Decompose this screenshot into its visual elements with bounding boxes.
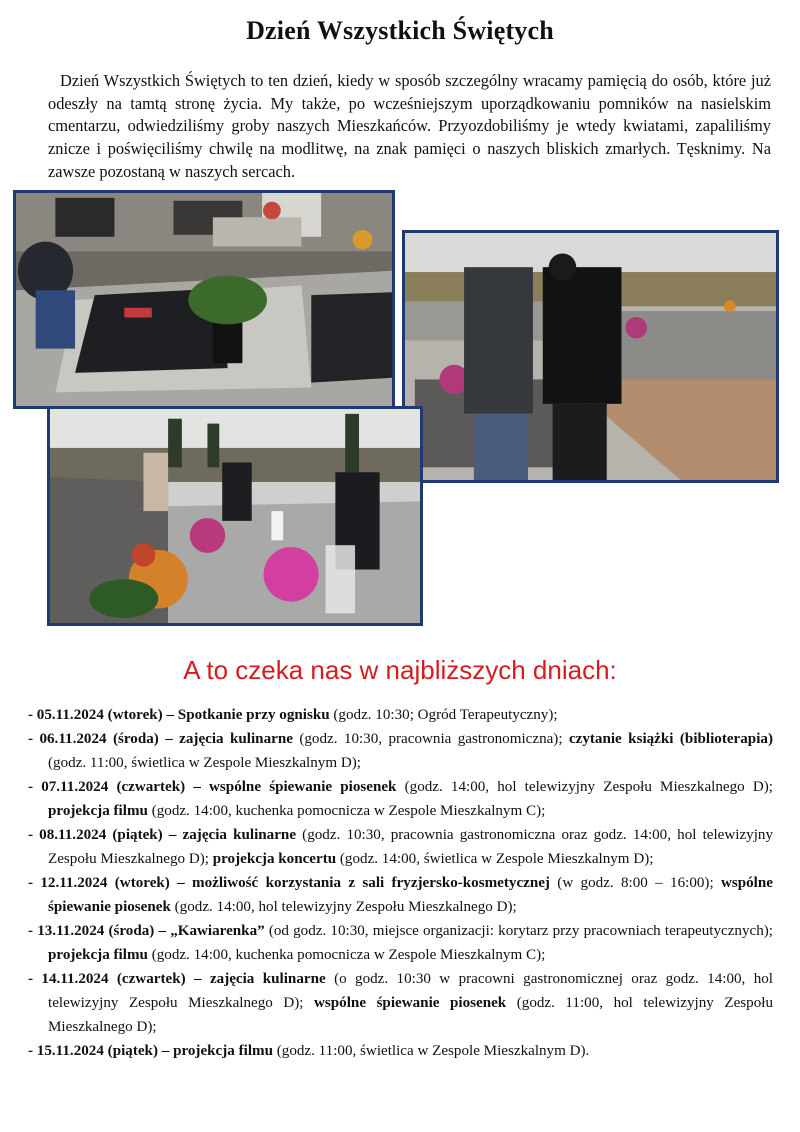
event-bold-text: - 06.11.2024 (środa) – zajęcia kulinarne [28, 731, 293, 747]
event-item [28, 775, 773, 823]
event-bold-text: - 05.11.2024 (wtorek) – Spotkanie przy ognisku [28, 707, 330, 723]
event-bold-text: - 15.11.2024 (piątek) – projekcja filmu [28, 1043, 273, 1059]
event-bold-text: projekcja filmu [48, 947, 148, 963]
event-item [28, 919, 773, 967]
event-detail-text: (godz. 10:30, pracownia gastronomiczna oraz godz. 14:00, hol telewizyjny Zespołu Mieszkalnego D); [48, 827, 773, 867]
event-bold-text: - 14.11.2024 (czwartek) – zajęcia kulinarne [28, 971, 326, 987]
event-detail-text: (godz. 11:00, świetlica w Zespole Mieszkalnym D). [272, 1043, 590, 1059]
event-detail-text: (godz. 14:00, świetlica w Zespole Mieszkalnym D); [336, 851, 654, 867]
events-list [28, 703, 773, 1063]
event-item [28, 967, 773, 1039]
event-bold-text: - 08.11.2024 (piątek) – zajęcia kulinarne [28, 827, 297, 843]
photo-lighting-candles [47, 406, 423, 626]
event-detail-text: (godz. 10:30; Ogród Terapeutyczny); [329, 707, 558, 723]
event-bold-text: czytanie książki (biblioterapia) [568, 731, 773, 747]
event-bold-text: - 12.11.2024 (wtorek) – możliwość korzystania z sali fryzjersko-kosmetycznej [28, 875, 550, 891]
event-item [28, 871, 773, 919]
event-detail-text: (godz. 14:00, hol telewizyjny Zespołu Mieszkalnego D); [170, 899, 517, 915]
event-item [28, 727, 773, 775]
event-detail-text: (godz. 14:00, kuchenka pomocnicza w Zespole Mieszkalnym C); [147, 803, 546, 819]
event-bold-text: wspólne śpiewanie piosenek [314, 995, 507, 1011]
event-detail-text: (godz. 14:00, kuchenka pomocnicza w Zespole Mieszkalnym C); [147, 947, 546, 963]
event-detail-text: (godz. 10:30, pracownia gastronomiczna); [292, 731, 569, 747]
photo-men-at-graves [402, 230, 779, 483]
page-title: Dzień Wszystkich Świętych [246, 16, 554, 45]
photo-cleaning-grave [13, 190, 395, 409]
event-detail-text: (od godz. 10:30, miejsce organizacji: korytarz przy pracowniach terapeutycznych); [264, 923, 773, 939]
upcoming-events-heading: A to czeka nas w najbliższych dniach: [183, 655, 617, 685]
event-bold-text: projekcja filmu [48, 803, 148, 819]
event-item [28, 823, 773, 871]
event-detail-text: (godz. 14:00, hol telewizyjny Zespołu Mieszkalnego D); [396, 779, 773, 795]
event-bold-text: wspólne śpiewanie piosenek [48, 875, 773, 915]
event-item [28, 703, 773, 727]
event-detail-text: (o godz. 10:30 w pracowni gastronomicznej oraz godz. 14:00, hol telewizyjny Zespołu Mieszkalnego D); [48, 971, 773, 1011]
intro-paragraph: Dzień Wszystkich Świętych to ten dzień, kiedy w sposób szczególny wracamy pamięcią do osób, które już odeszły na tamtą stronę życia. My także, po wcześniejszym uporządkowaniu pomników na nasielskim cmentarzu, odwiedziliśmy groby naszych Mieszkańców. Przyozdobiliśmy je wtedy kwiatami, zapaliliśmy znicze i poświęciliśmy chwilę na modlitwę, na znak pamięci o naszych bliskich zmarłych. Tęsknimy. Na zawsze pozostaną w naszych sercach. [48, 71, 771, 181]
event-bold-text: - 13.11.2024 (środa) – „Kawiarenka” [28, 923, 265, 939]
event-detail-text: (godz. 11:00, świetlica w Zespole Mieszkalnym D); [48, 755, 361, 771]
event-detail-text: (godz. 11:00, hol telewizyjny Zespołu Mieszkalnego D); [48, 995, 773, 1035]
event-bold-text: projekcja koncertu [212, 851, 337, 867]
event-item [28, 1039, 773, 1063]
event-detail-text: (w godz. 8:00 – 16:00); [549, 875, 721, 891]
event-bold-text: - 07.11.2024 (czwartek) – wspólne śpiewanie piosenek [28, 779, 397, 795]
